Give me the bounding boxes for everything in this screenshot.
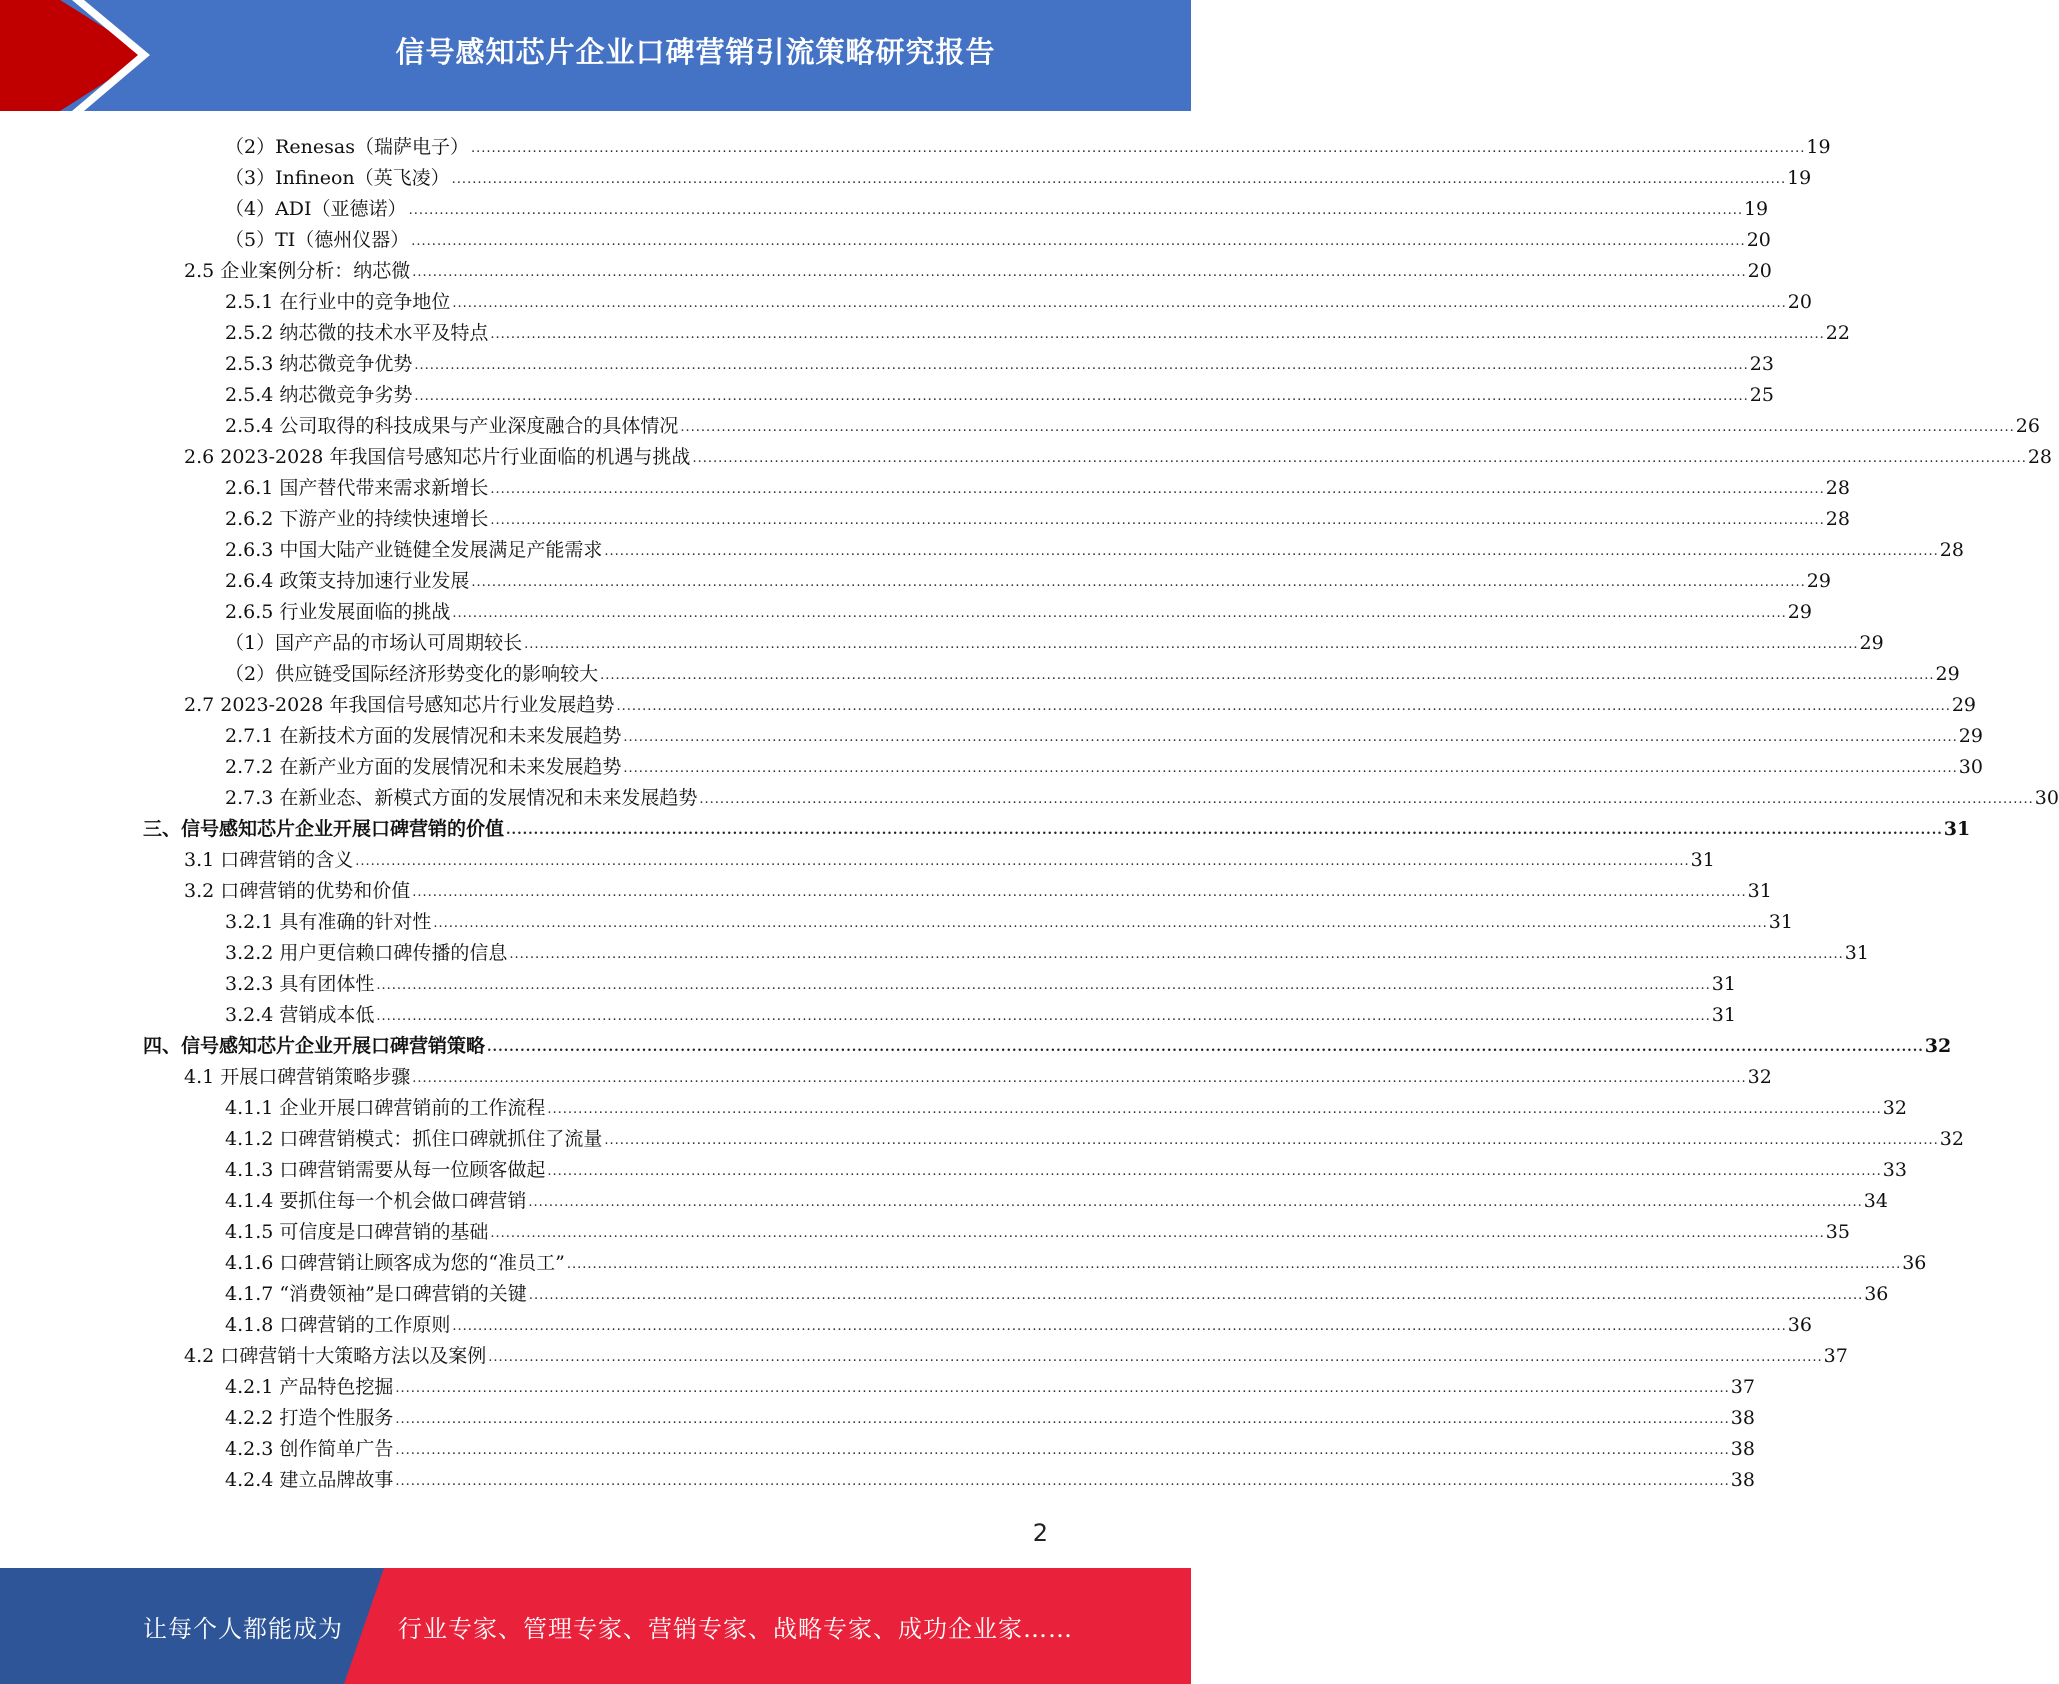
toc-leader-dots: .................................................................................................................................................................................................................................................................... bbox=[506, 823, 1943, 838]
toc-entry-label: （2）Renesas（瑞萨电子） bbox=[225, 136, 469, 158]
toc-entry-label: （3）Infineon（英飞凌） bbox=[225, 167, 450, 189]
toc-entry-page: 32 bbox=[1924, 1035, 1952, 1057]
toc-entry-page: 32 bbox=[1747, 1066, 1772, 1088]
toc-entry-label: 3.2.1 具有准确的针对性 bbox=[225, 911, 432, 933]
toc-entry[interactable] bbox=[225, 1399, 1755, 1430]
toc-entry-page: 28 bbox=[2027, 446, 2053, 468]
toc-leader-dots: .................................................................................................................................................................................................................................................................... bbox=[411, 234, 1746, 249]
toc-leader-dots: .................................................................................................................................................................................................................................................................... bbox=[395, 1443, 1730, 1458]
toc-entry[interactable] bbox=[184, 841, 1715, 872]
toc-entry-label: （1）国产产品的市场认可周期较长 bbox=[225, 632, 523, 654]
toc-entry-label: 4.1.7 “消费领袖”是口碑营销的关键 bbox=[225, 1283, 527, 1305]
toc-leader-dots: .................................................................................................................................................................................................................................................................... bbox=[395, 1412, 1730, 1427]
toc-entry[interactable] bbox=[225, 934, 1869, 965]
toc-entry-label: 4.2.4 建立品牌故事 bbox=[225, 1469, 394, 1491]
toc-leader-dots: .................................................................................................................................................................................................................................................................... bbox=[487, 1040, 1924, 1055]
toc-entry[interactable] bbox=[184, 438, 2053, 469]
footer-roles: 行业专家、管理专家、营销专家、战略专家、成功企业家…… bbox=[398, 1614, 1073, 1643]
toc-entry[interactable] bbox=[225, 190, 1769, 221]
toc-entry-label: 2.5.4 公司取得的科技成果与产业深度融合的具体情况 bbox=[225, 415, 679, 437]
toc-entry-page: 25 bbox=[1749, 384, 1774, 406]
toc-entry-label: 4.2.1 产品特色挖掘 bbox=[225, 1376, 394, 1398]
toc-entry-label: 2.5.1 在行业中的竞争地位 bbox=[225, 291, 451, 313]
toc-entry[interactable] bbox=[225, 531, 1964, 562]
toc-entry-page: 29 bbox=[1951, 694, 1977, 716]
toc-entry[interactable] bbox=[225, 407, 2040, 438]
toc-entry-label: 3.2.3 具有团体性 bbox=[225, 973, 375, 995]
toc-entry-page: 31 bbox=[1747, 880, 1772, 902]
toc-entry[interactable] bbox=[225, 1275, 1889, 1306]
red-arrow-decoration bbox=[0, 0, 200, 111]
toc-entry-page: 38 bbox=[1730, 1438, 1755, 1460]
toc-entry-label: 三、信号感知芯片企业开展口碑营销的价值 bbox=[143, 818, 505, 840]
toc-entry[interactable] bbox=[225, 748, 1983, 779]
toc-leader-dots: .................................................................................................................................................................................................................................................................... bbox=[488, 1350, 1823, 1365]
toc-entry-page: 36 bbox=[1864, 1283, 1889, 1305]
page-header bbox=[0, 0, 1191, 111]
toc-leader-dots: .................................................................................................................................................................................................................................................................... bbox=[490, 513, 1825, 528]
toc-entry-label: 2.6.5 行业发展面临的挑战 bbox=[225, 601, 451, 623]
footer-slogan: 让每个人都能成为 bbox=[143, 1614, 343, 1643]
toc-entry-label: 4.1.6 口碑营销让顾客成为您的“准员工” bbox=[225, 1252, 565, 1274]
toc-entry-page: 29 bbox=[1935, 663, 1960, 685]
toc-entry-page: 31 bbox=[1844, 942, 1869, 964]
toc-entry[interactable] bbox=[225, 1306, 1812, 1337]
toc-entry[interactable] bbox=[225, 562, 1831, 593]
toc-entry-page: 31 bbox=[1690, 849, 1715, 871]
toc-entry-label: 4.1.1 企业开展口碑营销前的工作流程 bbox=[225, 1097, 546, 1119]
toc-entry-page: 28 bbox=[1825, 477, 1850, 499]
toc-leader-dots: .................................................................................................................................................................................................................................................................... bbox=[451, 172, 1787, 187]
toc-entry-label: 四、信号感知芯片企业开展口碑营销策略 bbox=[143, 1035, 486, 1057]
toc-entry-label: 2.6 2023-2028 年我国信号感知芯片行业面临的机遇与挑战 bbox=[184, 446, 691, 468]
toc-entry[interactable] bbox=[225, 159, 1812, 190]
toc-entry-label: 3.2 口碑营销的优势和价值 bbox=[184, 880, 411, 902]
toc-entry-page: 28 bbox=[1825, 508, 1850, 530]
toc-entry-label: 4.2.3 创作简单广告 bbox=[225, 1438, 394, 1460]
toc-leader-dots: .................................................................................................................................................................................................................................................................... bbox=[524, 637, 1859, 652]
toc-leader-dots: .................................................................................................................................................................................................................................................................... bbox=[414, 358, 1749, 373]
toc-entry[interactable] bbox=[184, 686, 1977, 717]
toc-entry-label: 2.7.3 在新业态、新模式方面的发展情况和未来发展趋势 bbox=[225, 787, 698, 809]
toc-entry-label: （5）TI（德州仪器） bbox=[225, 229, 410, 251]
toc-entry-page: 19 bbox=[1743, 198, 1769, 220]
toc-entry[interactable] bbox=[184, 872, 1772, 903]
toc-entry-label: 4.1.8 口碑营销的工作原则 bbox=[225, 1314, 451, 1336]
toc-entry-page: 26 bbox=[2015, 415, 2040, 437]
toc-entry-page: 38 bbox=[1730, 1407, 1755, 1429]
toc-entry[interactable] bbox=[225, 655, 1960, 686]
toc-leader-dots: .................................................................................................................................................................................................................................................................... bbox=[452, 606, 1787, 621]
toc-entry-page: 33 bbox=[1882, 1159, 1907, 1181]
toc-entry-label: 4.2 口碑营销十大策略方法以及案例 bbox=[184, 1345, 487, 1367]
toc-leader-dots: .................................................................................................................................................................................................................................................................... bbox=[699, 792, 2034, 807]
toc-entry[interactable] bbox=[225, 1089, 1907, 1120]
page-footer bbox=[0, 1568, 1191, 1684]
toc-leader-dots: .................................................................................................................................................................................................................................................................... bbox=[509, 947, 1844, 962]
toc-entry-page: 23 bbox=[1749, 353, 1774, 375]
toc-entry-page: 31 bbox=[1943, 818, 1971, 840]
toc-entry-label: 3.2.2 用户更信赖口碑传播的信息 bbox=[225, 942, 508, 964]
toc-entry[interactable] bbox=[225, 128, 1831, 159]
toc-entry[interactable] bbox=[225, 1368, 1755, 1399]
toc-entry-page: 32 bbox=[1882, 1097, 1907, 1119]
toc-leader-dots: .................................................................................................................................................................................................................................................................... bbox=[412, 1071, 1747, 1086]
toc-entry[interactable] bbox=[225, 1151, 1907, 1182]
toc-entry-label: 4.1.4 要抓住每一个机会做口碑营销 bbox=[225, 1190, 527, 1212]
toc-entry[interactable] bbox=[225, 779, 2059, 810]
toc-entry-label: 4.1.2 口碑营销模式：抓住口碑就抓住了流量 bbox=[225, 1128, 603, 1150]
toc-leader-dots: .................................................................................................................................................................................................................................................................... bbox=[490, 482, 1825, 497]
toc-entry-page: 20 bbox=[1747, 260, 1772, 282]
toc-leader-dots: .................................................................................................................................................................................................................................................................... bbox=[414, 389, 1749, 404]
toc-entry-page: 36 bbox=[1787, 1314, 1812, 1336]
toc-entry[interactable] bbox=[225, 1430, 1755, 1461]
toc-entry-page: 31 bbox=[1711, 973, 1736, 995]
toc-entry-page: 31 bbox=[1711, 1004, 1736, 1026]
toc-entry[interactable] bbox=[225, 717, 1983, 748]
toc-entry[interactable] bbox=[225, 500, 1850, 531]
toc-leader-dots: .................................................................................................................................................................................................................................................................... bbox=[528, 1195, 1863, 1210]
toc-entry-label: 2.5.2 纳芯微的技术水平及特点 bbox=[225, 322, 489, 344]
toc-entry-label: 2.7.1 在新技术方面的发展情况和未来发展趋势 bbox=[225, 725, 622, 747]
toc-leader-dots: .................................................................................................................................................................................................................................................................... bbox=[604, 544, 1939, 559]
toc-leader-dots: .................................................................................................................................................................................................................................................................... bbox=[412, 885, 1747, 900]
toc-entry-label: 2.5 企业案例分析：纳芯微 bbox=[184, 260, 411, 282]
toc-leader-dots: .................................................................................................................................................................................................................................................................... bbox=[470, 141, 1806, 156]
toc-entry[interactable] bbox=[225, 624, 1884, 655]
toc-entry-page: 30 bbox=[1958, 756, 1983, 778]
toc-entry[interactable] bbox=[225, 314, 1850, 345]
toc-entry[interactable] bbox=[225, 221, 1771, 252]
toc-leader-dots: .................................................................................................................................................................................................................................................................... bbox=[547, 1164, 1882, 1179]
toc-entry[interactable] bbox=[225, 376, 1774, 407]
toc-leader-dots: .................................................................................................................................................................................................................................................................... bbox=[600, 668, 1935, 683]
toc-entry[interactable] bbox=[225, 1213, 1850, 1244]
toc-leader-dots: .................................................................................................................................................................................................................................................................... bbox=[395, 1474, 1730, 1489]
toc-entry-page: 29 bbox=[1806, 570, 1831, 592]
toc-leader-dots: .................................................................................................................................................................................................................................................................... bbox=[490, 327, 1825, 342]
toc-leader-dots: .................................................................................................................................................................................................................................................................... bbox=[452, 296, 1787, 311]
toc-entry-page: 20 bbox=[1746, 229, 1771, 251]
toc-entry[interactable] bbox=[225, 593, 1812, 624]
toc-entry-label: 2.7.2 在新产业方面的发展情况和未来发展趋势 bbox=[225, 756, 622, 778]
toc-entry-page: 37 bbox=[1823, 1345, 1848, 1367]
toc-entry-label: 2.6.1 国产替代带来需求新增长 bbox=[225, 477, 489, 499]
toc-leader-dots: .................................................................................................................................................................................................................................................................... bbox=[616, 699, 1951, 714]
toc-entry-page: 32 bbox=[1939, 1128, 1964, 1150]
toc-leader-dots: .................................................................................................................................................................................................................................................................... bbox=[692, 451, 2027, 466]
toc-entry[interactable] bbox=[184, 1337, 1848, 1368]
toc-entry[interactable] bbox=[225, 996, 1736, 1027]
toc-entry-label: 2.6.3 中国大陆产业链健全发展满足产能需求 bbox=[225, 539, 603, 561]
toc-entry-page: 19 bbox=[1787, 167, 1812, 189]
toc-leader-dots: .................................................................................................................................................................................................................................................................... bbox=[395, 1381, 1730, 1396]
toc-entry[interactable] bbox=[225, 1461, 1755, 1492]
toc-entry[interactable] bbox=[184, 1058, 1772, 1089]
toc-leader-dots: .................................................................................................................................................................................................................................................................... bbox=[680, 420, 2015, 435]
toc-entry-page: 29 bbox=[1787, 601, 1812, 623]
toc-entry-label: 4.2.2 打造个性服务 bbox=[225, 1407, 394, 1429]
toc-entry[interactable] bbox=[184, 252, 1772, 283]
toc-entry-page: 20 bbox=[1787, 291, 1812, 313]
toc-entry-label: 3.1 口碑营销的含义 bbox=[184, 849, 354, 871]
toc-entry[interactable] bbox=[225, 283, 1812, 314]
toc-entry[interactable] bbox=[225, 965, 1736, 996]
toc-entry-label: 4.1.5 可信度是口碑营销的基础 bbox=[225, 1221, 489, 1243]
toc-entry[interactable] bbox=[143, 810, 1971, 841]
toc-entry-page: 29 bbox=[1859, 632, 1884, 654]
toc-leader-dots: .................................................................................................................................................................................................................................................................... bbox=[412, 265, 1747, 280]
toc-leader-dots: .................................................................................................................................................................................................................................................................... bbox=[623, 761, 1958, 776]
page-number: 2 bbox=[1032, 1519, 1048, 1547]
toc-leader-dots: .................................................................................................................................................................................................................................................................... bbox=[408, 203, 1743, 218]
toc-entry[interactable] bbox=[143, 1027, 1952, 1058]
toc-leader-dots: .................................................................................................................................................................................................................................................................... bbox=[566, 1257, 1902, 1272]
toc-leader-dots: .................................................................................................................................................................................................................................................................... bbox=[471, 575, 1806, 590]
toc-entry-label: 2.7 2023-2028 年我国信号感知芯片行业发展趋势 bbox=[184, 694, 615, 716]
toc-entry-label: （4）ADI（亚德诺） bbox=[225, 198, 407, 220]
toc-entry-label: 4.1.3 口碑营销需要从每一位顾客做起 bbox=[225, 1159, 546, 1181]
toc-entry-label: 2.5.4 纳芯微竞争劣势 bbox=[225, 384, 413, 406]
toc-leader-dots: .................................................................................................................................................................................................................................................................... bbox=[623, 730, 1958, 745]
toc-entry-label: 4.1 开展口碑营销策略步骤 bbox=[184, 1066, 411, 1088]
toc-entry[interactable] bbox=[225, 1244, 1927, 1275]
toc-leader-dots: .................................................................................................................................................................................................................................................................... bbox=[376, 978, 1711, 993]
toc-entry[interactable] bbox=[225, 469, 1850, 500]
toc-entry[interactable] bbox=[225, 903, 1793, 934]
toc-entry[interactable] bbox=[225, 345, 1774, 376]
toc-leader-dots: .................................................................................................................................................................................................................................................................... bbox=[355, 854, 1690, 869]
toc-entry-page: 30 bbox=[2034, 787, 2059, 809]
toc-entry-label: 2.6.4 政策支持加速行业发展 bbox=[225, 570, 470, 592]
toc-entry-page: 34 bbox=[1863, 1190, 1888, 1212]
toc-leader-dots: .................................................................................................................................................................................................................................................................... bbox=[433, 916, 1768, 931]
toc-entry-label: 2.6.2 下游产业的持续快速增长 bbox=[225, 508, 489, 530]
toc-entry-label: 2.5.3 纳芯微竞争优势 bbox=[225, 353, 413, 375]
toc-entry-page: 36 bbox=[1902, 1252, 1927, 1274]
report-title: 信号感知芯片企业口碑营销引流策略研究报告 bbox=[395, 35, 996, 69]
toc-entry[interactable] bbox=[225, 1182, 1888, 1213]
toc-entry-page: 31 bbox=[1768, 911, 1793, 933]
toc-leader-dots: .................................................................................................................................................................................................................................................................... bbox=[452, 1319, 1787, 1334]
toc-leader-dots: .................................................................................................................................................................................................................................................................... bbox=[604, 1133, 1939, 1148]
toc-entry-page: 38 bbox=[1730, 1469, 1755, 1491]
toc-entry[interactable] bbox=[225, 1120, 1964, 1151]
toc-entry-page: 29 bbox=[1958, 725, 1983, 747]
toc-entry-page: 22 bbox=[1825, 322, 1850, 344]
toc-entry-page: 37 bbox=[1730, 1376, 1755, 1398]
toc-leader-dots: .................................................................................................................................................................................................................................................................... bbox=[490, 1226, 1825, 1241]
toc-leader-dots: .................................................................................................................................................................................................................................................................... bbox=[528, 1288, 1864, 1303]
toc-leader-dots: .................................................................................................................................................................................................................................................................... bbox=[376, 1009, 1711, 1024]
toc-leader-dots: .................................................................................................................................................................................................................................................................... bbox=[547, 1102, 1882, 1117]
toc-entry-page: 28 bbox=[1939, 539, 1964, 561]
toc-entry-label: （2）供应链受国际经济形势变化的影响较大 bbox=[225, 663, 599, 685]
toc-entry-page: 35 bbox=[1825, 1221, 1850, 1243]
toc-entry-label: 3.2.4 营销成本低 bbox=[225, 1004, 375, 1026]
toc-entry-page: 19 bbox=[1806, 136, 1831, 158]
